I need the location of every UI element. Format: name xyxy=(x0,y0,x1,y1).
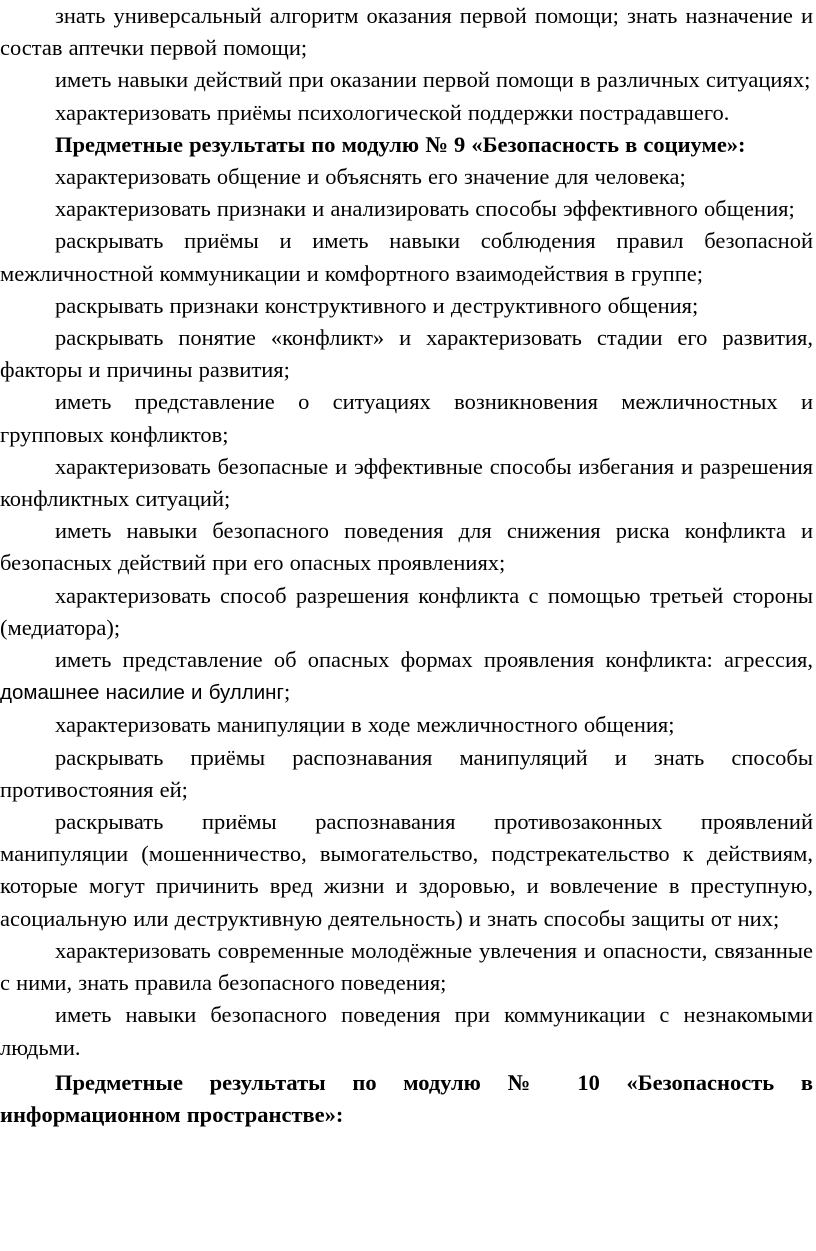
heading-module-10: Предметные результаты по модулю № 10 «Безопасность в информационном пространстве»: xyxy=(0,1069,813,1127)
paragraph-conflict-risk-reduction: иметь навыки безопасного поведения для снижения риска конфликта и безопасных действий при его опасных проявлениях; xyxy=(0,518,813,576)
paragraph-conflict-avoidance: характеризовать безопасные и эффективные способы избегания и разрешения конфликтных ситуаций; xyxy=(0,453,813,512)
paragraph-dangerous-conflict-forms-start: иметь представление об опасных формах проявления конфликта: агрессия, xyxy=(55,647,813,673)
paragraph-manipulation: характеризовать манипуляции в ходе межличностного общения; xyxy=(55,712,675,738)
paragraph-dangerous-conflict-forms-end: ; xyxy=(283,679,291,705)
paragraph-communication-meaning: характеризовать общение и объяснять его значение для человека; xyxy=(55,164,686,190)
paragraph-conflict-concept: раскрывать понятие «конфликт» и характеризовать стадии его развития, факторы и причины развития; xyxy=(0,325,813,383)
paragraph-first-aid-skills: иметь навыки действий при оказании первой помощи в различных ситуациях; xyxy=(55,67,811,93)
paragraph-first-aid-algorithm: знать универсальный алгоритм оказания первой помощи; знать назначение и состав аптечки первой помощи; xyxy=(0,3,813,61)
paragraph-youth-hobbies: характеризовать современные молодёжные увлечения и опасности, связанные с ними, знать правила безопасного поведения; xyxy=(0,937,813,996)
paragraph-strangers: иметь навыки безопасного поведения при коммуникации с незнакомыми людьми. xyxy=(0,1002,813,1060)
paragraph-dangerous-conflict-forms xyxy=(0,644,813,709)
paragraph-safe-interpersonal-communication: раскрывать приёмы и иметь навыки соблюдения правил безопасной межличностной коммуникации и комфортного взаимодействия в группе; xyxy=(0,228,813,286)
paragraph-dangerous-conflict-forms-highlight: домашнее насилие и буллинг xyxy=(0,681,284,705)
paragraph-psychological-support: характеризовать приёмы психологической поддержки пострадавшего. xyxy=(55,99,730,125)
paragraph-mediator: характеризовать способ разрешения конфликта с помощью третьей стороны (медиатора); xyxy=(0,582,813,640)
paragraph-constructive-destructive: раскрывать признаки конструктивного и деструктивного общения; xyxy=(55,292,699,318)
paragraph-conflict-situations: иметь представление о ситуациях возникновения межличностных и групповых конфликтов; xyxy=(0,389,813,447)
paragraph-effective-communication: характеризовать признаки и анализировать способы эффективного общения; xyxy=(55,196,795,222)
heading-module-9: Предметные результаты по модулю № 9 «Безопасность в социуме»: xyxy=(55,131,746,157)
paragraph-illegal-manipulation: раскрывать приёмы распознавания противозаконных проявлений манипуляции (мошенничество, вымогательство, подстрекательство к действиям, которые могут причинить вред жизни и здоровью, и вовлечение в преступную, асоциальную или деструктивную деятельность) и знать способы защиты от них; xyxy=(0,809,813,931)
paragraph-manipulation-resistance: раскрывать приёмы распознавания манипуляций и знать способы противостояния ей; xyxy=(0,744,813,802)
